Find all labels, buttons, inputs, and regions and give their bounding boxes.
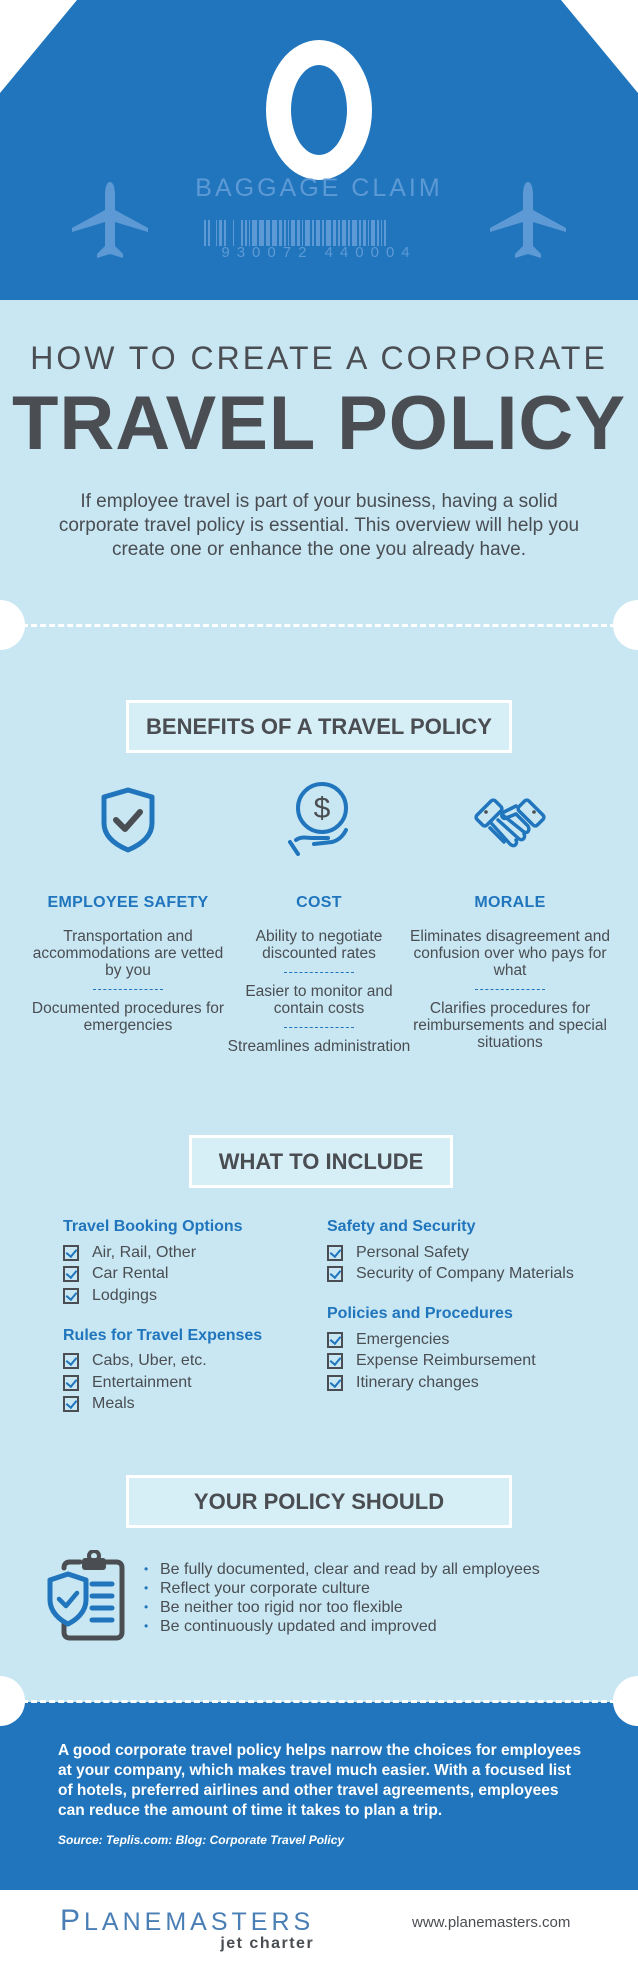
policy-list-item: • Be continuously updated and improved: [144, 1618, 437, 1635]
intro-paragraph: If employee travel is part of your business, having a solid corporate travel policy is essential. This overview will help you create one or enhance the one you already have.: [58, 491, 580, 560]
include-column-right: [327, 1218, 617, 1414]
bullet-icon: •: [144, 1619, 149, 1633]
checkbox-checked-icon: [327, 1375, 343, 1391]
checkbox-checked-icon: [327, 1353, 343, 1369]
baggage-claim-label: BAGGAGE CLAIM: [195, 174, 443, 202]
dashed-divider: [475, 989, 545, 990]
benefit-employee-safety: [28, 780, 228, 1034]
benefit-point: Clarifies procedures for reimbursements and special situations: [413, 1000, 607, 1051]
include-group-title: Policies and Procedures: [327, 1305, 513, 1322]
dashed-divider: [93, 989, 163, 990]
checklist-item: Expense Reimbursement: [327, 1351, 617, 1373]
include-column-left: [63, 1218, 323, 1435]
checkbox-checked-icon: [63, 1375, 79, 1391]
perforation-divider: [22, 1700, 616, 1703]
checklist-item: Security of Company Materials: [327, 1264, 617, 1286]
source-citation: Source: Teplis.com: Blog: Corporate Travel Policy: [58, 1833, 345, 1847]
benefit-title: COST: [296, 894, 342, 911]
shield-check-icon: [100, 787, 156, 853]
bullet-icon: •: [144, 1581, 149, 1595]
benefit-point: Streamlines administration: [227, 1038, 411, 1055]
clipboard-shield-icon: [46, 1550, 132, 1642]
policy-heading: YOUR POLICY SHOULD: [126, 1475, 512, 1528]
bullet-icon: •: [144, 1562, 149, 1576]
include-group-title: Rules for Travel Expenses: [63, 1326, 263, 1344]
checkbox-checked-icon: [63, 1245, 79, 1261]
checklist-item: Lodgings: [63, 1285, 323, 1307]
perforation-divider: [22, 624, 616, 627]
include-group-title: Travel Booking Options: [63, 1218, 243, 1235]
benefit-cost: [219, 780, 419, 1055]
dashed-divider: [284, 1027, 354, 1028]
include-group: [63, 1327, 323, 1416]
checklist-item: Car Rental: [63, 1264, 323, 1286]
page-title: TRAVEL POLICY: [11, 381, 627, 466]
include-group: [63, 1218, 323, 1307]
checkbox-checked-icon: [327, 1332, 343, 1348]
dashed-divider: [284, 972, 354, 973]
checkbox-checked-icon: [63, 1353, 79, 1369]
benefit-morale: [410, 780, 610, 1051]
planemasters-logo: PLANEMASTERS jet charter: [60, 1904, 315, 1952]
benefit-title: MORALE: [474, 894, 546, 911]
checklist-item: Entertainment: [63, 1372, 323, 1394]
tag-hole-ring: [266, 40, 372, 180]
bullet-icon: •: [144, 1600, 149, 1614]
benefit-point: Ability to negotiate discounted rates: [255, 928, 383, 962]
logo-tagline: jet charter: [220, 1935, 315, 1952]
checkbox-checked-icon: [63, 1288, 79, 1304]
benefits-heading: BENEFITS OF A TRAVEL POLICY: [126, 700, 512, 753]
handshake-icon: [474, 788, 546, 852]
checklist-item: Cabs, Uber, etc.: [63, 1351, 323, 1373]
benefit-point: Transportation and accommodations are vetted by you: [32, 928, 224, 979]
checkbox-checked-icon: [327, 1245, 343, 1261]
benefit-point: Eliminates disagreement and confusion over who pays for what: [410, 928, 610, 979]
include-group: [327, 1218, 617, 1285]
benefit-title: EMPLOYEE SAFETY: [47, 894, 209, 911]
checkbox-checked-icon: [63, 1266, 79, 1282]
include-heading: WHAT TO INCLUDE: [189, 1135, 453, 1188]
barcode: [204, 220, 438, 246]
checklist-item: Meals: [63, 1394, 323, 1416]
checklist-item: Air, Rail, Other: [63, 1242, 323, 1264]
policy-list-item: • Be neither too rigid nor too flexible: [144, 1599, 403, 1616]
benefit-point: Documented procedures for emergencies: [31, 1000, 225, 1034]
barcode-number: 930072 440004: [221, 244, 417, 261]
checklist-item: Emergencies: [327, 1329, 617, 1351]
hand-dollar-icon: [288, 782, 350, 858]
benefit-point: Easier to monitor and contain costs: [245, 983, 393, 1017]
policy-list: [144, 1560, 540, 1636]
website-link[interactable]: www.planemasters.com: [412, 1914, 571, 1931]
policy-list-item: • Be fully documented, clear and read by all employees: [144, 1561, 540, 1578]
include-group-title: Safety and Security: [327, 1218, 476, 1235]
svg-text:$: $: [313, 792, 331, 825]
checklist-item: Personal Safety: [327, 1242, 617, 1264]
title-subheading: HOW TO CREATE A CORPORATE: [30, 340, 608, 376]
checkbox-checked-icon: [63, 1396, 79, 1412]
checkbox-checked-icon: [327, 1266, 343, 1282]
checklist-item: Itinerary changes: [327, 1372, 617, 1394]
include-group: [327, 1305, 617, 1394]
policy-list-item: • Reflect your corporate culture: [144, 1580, 370, 1597]
summary-paragraph: A good corporate travel policy helps narrow the choices for employees at your company, which makes travel much easier. With a focused list of hotels, preferred airlines and other travel agreements, employees can reduce the amount of time it takes to plan a trip.: [58, 1742, 582, 1819]
